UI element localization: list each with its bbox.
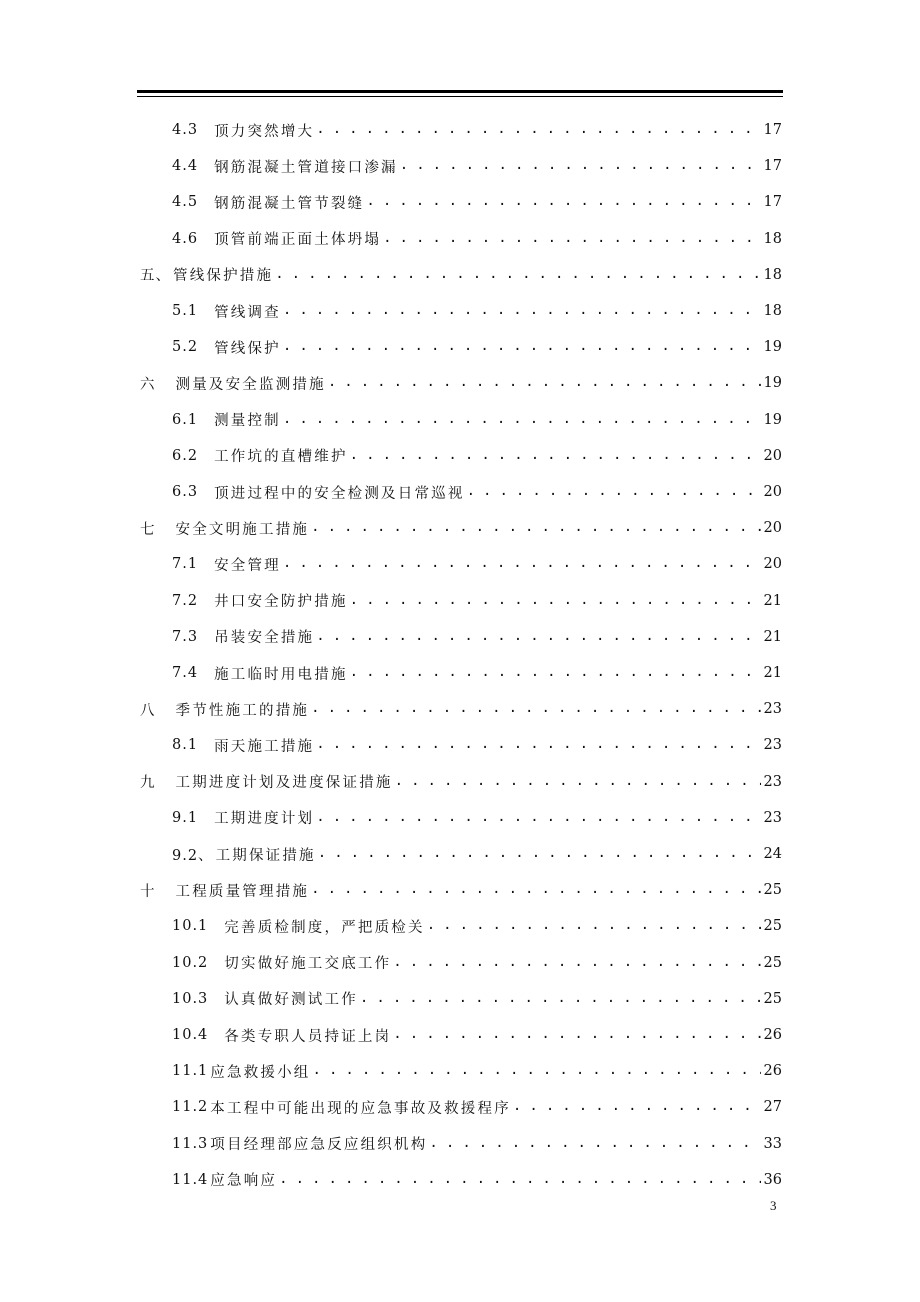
toc-entry-number: 7.4 [172, 665, 199, 681]
toc-entry-page: 18 [763, 266, 782, 283]
toc-entry[interactable] [172, 402, 782, 438]
toc-entry-page: 20 [763, 447, 782, 464]
toc-entry-page: 18 [763, 230, 782, 247]
toc-entry-page: 17 [763, 158, 782, 175]
toc-dot-leader [311, 700, 760, 718]
toc-entry[interactable] [172, 112, 782, 148]
toc-entry-number: 七 [140, 521, 156, 538]
toc-entry-title: 井口安全防护措施 [214, 594, 348, 611]
toc-entry-title: 切实做好施工交底工作 [224, 956, 392, 973]
toc-entry-number: 10.1 [172, 918, 209, 935]
toc-entry-title: 认真做好测试工作 [224, 992, 358, 1009]
toc-dot-leader [328, 374, 761, 392]
toc-entry-title: 工期进度计划及进度保证措施 [175, 775, 393, 792]
toc-entry[interactable] [172, 1017, 782, 1053]
toc-entry-page: 23 [763, 737, 782, 754]
toc-dot-leader [283, 555, 761, 573]
toc-entry-number: 九 [140, 775, 156, 792]
toc-entry-number: 6.2 [172, 447, 199, 464]
toc-entry-number: 9.1 [172, 809, 199, 826]
toc-entry-number: 6.1 [172, 411, 199, 428]
toc-entry[interactable] [140, 764, 782, 800]
toc-entry[interactable] [140, 872, 782, 908]
toc-dot-leader [283, 411, 761, 429]
toc-dot-leader [316, 628, 760, 646]
toc-dot-leader [316, 809, 760, 827]
toc-entry-number: 7.1 [172, 556, 199, 573]
toc-entry[interactable] [172, 1126, 782, 1162]
toc-entry-title: 应急响应 [210, 1173, 278, 1190]
toc-entry-title: 工期保证措施 [215, 847, 316, 864]
toc-entry-title: 工作坑的直槽维护 [214, 449, 348, 466]
toc-entry-title: 管线调查 [214, 304, 281, 321]
toc-entry-title: 顶管前端正面土体坍塌 [214, 232, 382, 249]
toc-entry[interactable] [140, 257, 782, 293]
toc-entry-page: 25 [763, 954, 782, 971]
toc-entry-page: 25 [763, 990, 782, 1007]
toc-entry-title: 管线保护 [214, 340, 281, 357]
toc-entry-page: 20 [763, 484, 782, 500]
toc-entry[interactable] [172, 583, 782, 619]
toc-dot-leader [318, 845, 761, 863]
toc-dot-leader [311, 881, 760, 899]
toc-entry-title: 项目经理部应急反应组织机构 [210, 1137, 428, 1154]
toc-entry-page: 26 [763, 1063, 782, 1080]
toc-entry-number: 11.2 [172, 1099, 209, 1116]
toc-entry-title: 测量控制 [214, 413, 281, 430]
toc-entry-number: 十 [140, 883, 156, 900]
toc-entry-number: 4.4 [172, 158, 199, 175]
toc-dot-leader [400, 157, 761, 175]
toc-entry[interactable] [172, 908, 782, 944]
toc-dot-leader [513, 1098, 761, 1116]
toc-dot-leader [429, 1135, 760, 1153]
toc-entry-title: 测量及安全监测措施 [175, 376, 326, 393]
toc-entry-page: 33 [763, 1135, 782, 1152]
toc-entry-number: 10.3 [172, 990, 209, 1007]
toc-entry-page: 21 [763, 665, 782, 681]
toc-entry[interactable] [172, 438, 782, 474]
toc-entry-number: 五、 [140, 268, 171, 285]
header-rule [137, 90, 783, 97]
toc-entry[interactable] [172, 329, 782, 365]
toc-dot-leader [366, 193, 760, 211]
toc-entry-title: 应急救援小组 [210, 1064, 311, 1081]
toc-dot-leader [427, 917, 761, 935]
toc-entry-page: 19 [763, 339, 782, 356]
toc-entry[interactable] [140, 510, 782, 546]
toc-entry-number: 10.4 [172, 1027, 209, 1043]
toc-entry-number: 11.3 [172, 1135, 209, 1152]
toc-entry-number: 4.5 [172, 194, 199, 211]
toc-dot-leader [283, 302, 761, 320]
toc-entry-title: 工程质量管理措施 [175, 883, 310, 900]
toc-dot-leader [395, 773, 761, 791]
toc-entry[interactable] [172, 1089, 782, 1125]
toc-entry-page: 18 [763, 303, 782, 319]
toc-entry-title: 安全管理 [214, 557, 281, 574]
toc-entry-title: 本工程中可能出现的应急事故及救援程序 [210, 1100, 511, 1117]
page-number: 3 [770, 1198, 777, 1213]
toc-entry-page: 21 [763, 628, 782, 645]
toc-entry-title: 各类专职人员持证上岗 [224, 1028, 392, 1045]
toc-entry-number: 4.6 [172, 230, 199, 247]
toc-entry-title: 完善质检制度，严把质检关 [224, 919, 425, 936]
toc-entry-page: 25 [763, 918, 782, 935]
toc-entry-title: 吊装安全措施 [214, 630, 315, 647]
toc-entry-number: 4.3 [172, 122, 199, 138]
toc-entry-page: 21 [763, 592, 782, 609]
toc-entry-title: 顶进过程中的安全检测及日常巡视 [214, 485, 465, 502]
toc-dot-leader [350, 447, 761, 465]
toc-entry[interactable] [172, 221, 782, 257]
toc-entry-title: 工期进度计划 [214, 811, 315, 828]
toc-entry-page: 25 [763, 882, 782, 899]
toc-dot-leader [279, 1171, 760, 1189]
toc-entry-title: 安全文明施工措施 [175, 521, 310, 538]
toc-entry[interactable] [172, 1053, 782, 1089]
toc-entry-page: 20 [763, 556, 782, 573]
toc-entry-title: 顶力突然增大 [214, 123, 315, 140]
toc-dot-leader [311, 519, 760, 537]
toc-dot-leader [383, 230, 760, 248]
toc-entry-title: 季节性施工的措施 [175, 702, 310, 719]
toc-entry-number: 5.1 [172, 303, 199, 319]
toc-dot-leader [275, 266, 760, 284]
toc-entry-page: 36 [763, 1171, 782, 1188]
toc-entry-page: 23 [763, 701, 782, 718]
toc-entry-number: 7.3 [172, 628, 199, 645]
toc-entry-page: 17 [763, 122, 782, 138]
toc-entry-number: 6.3 [172, 484, 199, 500]
toc-entry-page: 17 [763, 194, 782, 211]
toc-dot-leader [316, 121, 760, 139]
toc-entry-page: 19 [763, 375, 782, 392]
toc-entry-title: 施工临时用电措施 [214, 666, 348, 683]
toc-entry-page: 20 [763, 520, 782, 537]
toc-dot-leader [316, 736, 760, 754]
toc-entry-page: 19 [763, 411, 782, 428]
toc-entry[interactable] [172, 981, 782, 1017]
toc-entry-number: 5.2 [172, 339, 199, 356]
toc-entry-number: 7.2 [172, 592, 199, 609]
toc-entry-number: 8.1 [172, 737, 199, 754]
toc-dot-leader [350, 592, 761, 610]
toc-entry-title: 钢筋混凝土管道接口渗漏 [214, 159, 398, 176]
toc-entry[interactable] [172, 1162, 782, 1198]
toc-entry-number: 9.2、 [172, 847, 214, 864]
toc-entry-title: 雨天施工措施 [214, 738, 315, 755]
toc-dot-leader [283, 338, 761, 356]
toc-entry[interactable] [172, 655, 782, 691]
toc-entry[interactable] [172, 546, 782, 582]
toc-dot-leader [393, 954, 760, 972]
toc-entry[interactable] [172, 945, 782, 981]
toc-dot-leader [350, 664, 761, 682]
toc-entry[interactable] [172, 148, 782, 184]
toc-dot-leader [467, 483, 761, 501]
toc-entry-number: 六 [140, 376, 156, 393]
toc-entry[interactable] [172, 474, 782, 510]
toc-entry-page: 27 [763, 1099, 782, 1116]
toc-entry-number: 10.2 [172, 954, 209, 971]
toc-dot-leader [360, 990, 761, 1008]
toc-entry-title: 管线保护措施 [173, 268, 274, 285]
toc-entry[interactable] [140, 691, 782, 727]
toc-entry[interactable] [172, 293, 782, 329]
toc-entry[interactable] [140, 365, 782, 401]
toc-entry-number: 11.1 [172, 1063, 209, 1080]
toc-entry-page: 24 [763, 846, 782, 862]
toc-entry-page: 23 [763, 809, 782, 826]
toc-entry-number: 11.4 [172, 1171, 209, 1188]
toc-entry-title: 钢筋混凝土管节裂缝 [214, 195, 365, 212]
toc-entry-page: 23 [763, 773, 782, 790]
toc-dot-leader [393, 1026, 760, 1044]
toc-dot-leader [313, 1062, 761, 1080]
toc-entry[interactable] [172, 836, 782, 872]
toc-entry[interactable] [172, 800, 782, 836]
toc-entry[interactable] [172, 727, 782, 763]
toc-entry-page: 26 [763, 1027, 782, 1043]
toc-entry[interactable] [172, 619, 782, 655]
toc-entry-number: 八 [140, 702, 156, 719]
toc-entry[interactable] [172, 184, 782, 220]
